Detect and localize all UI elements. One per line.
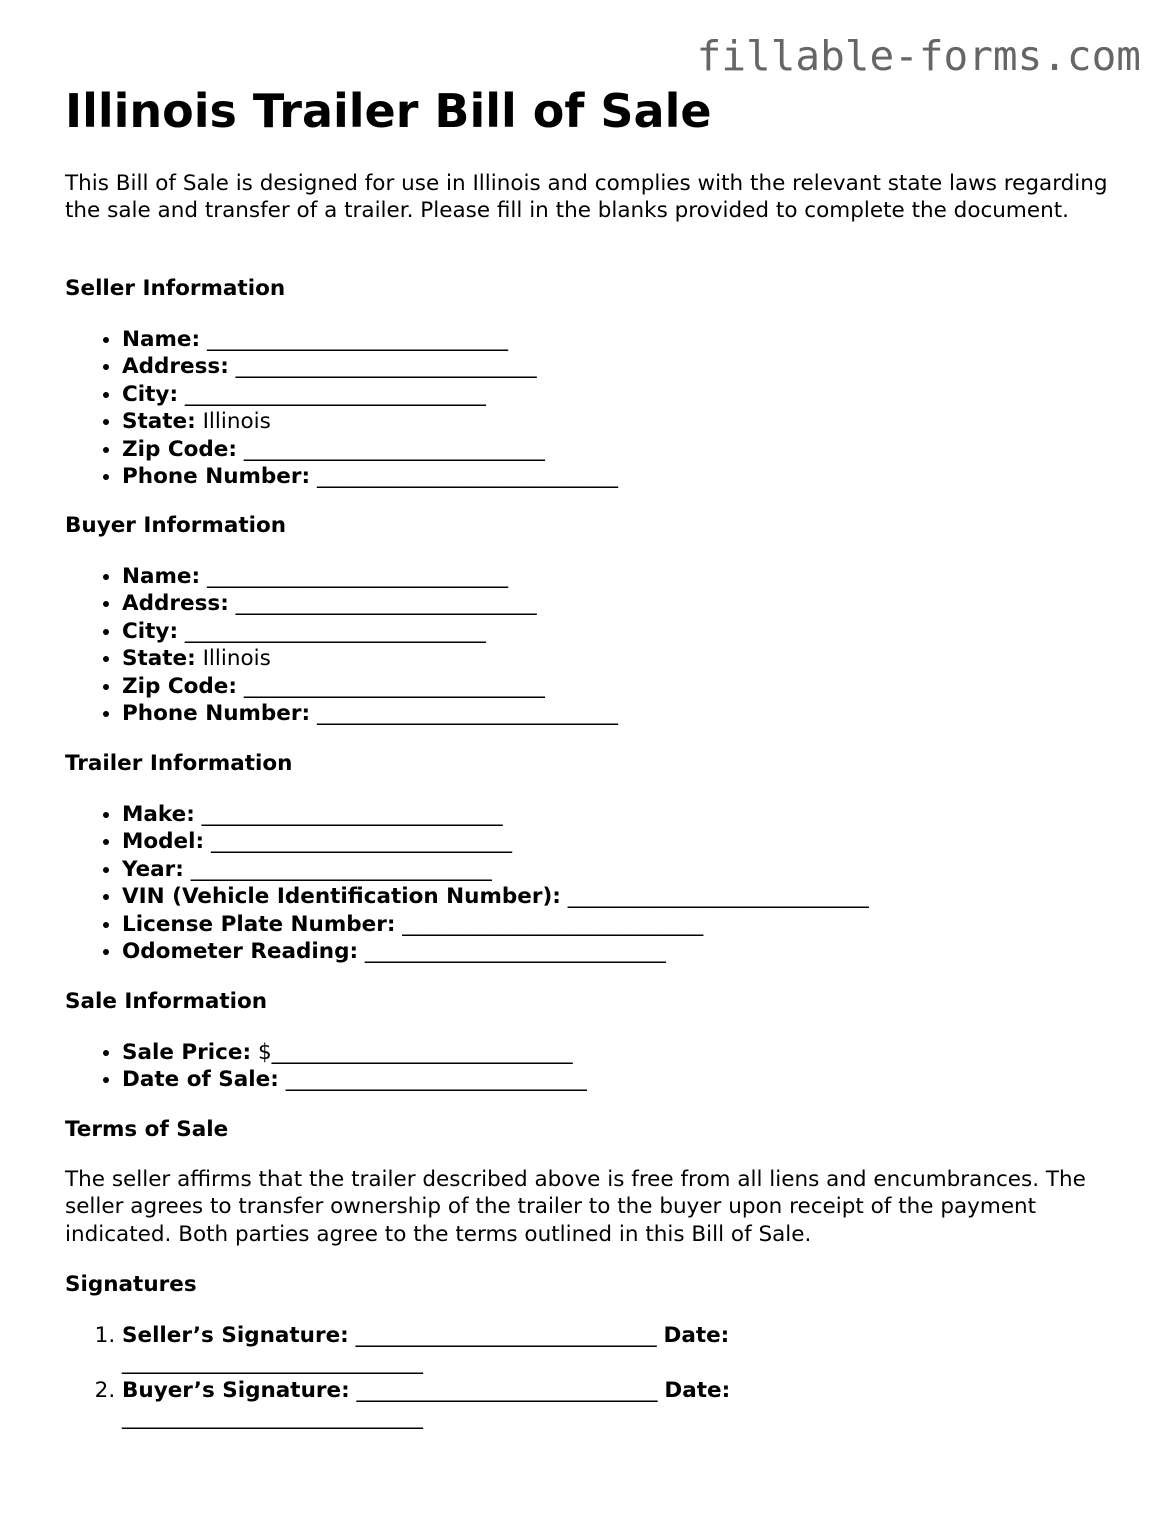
- field-blank[interactable]: ____________________________: [190, 856, 492, 882]
- field-label: Make:: [122, 802, 195, 827]
- seller-signature-item[interactable]: [122, 1322, 872, 1377]
- seller-address-field[interactable]: [122, 353, 618, 380]
- buyer-phone-field[interactable]: [122, 700, 618, 727]
- trailer-section-heading: Trailer Information: [65, 751, 293, 776]
- seller-city-field[interactable]: [122, 381, 618, 408]
- seller-name-field[interactable]: [122, 326, 618, 353]
- field-blank[interactable]: ____________________________: [316, 464, 618, 490]
- field-label: Name:: [122, 327, 201, 352]
- sale-section-heading: Sale Information: [65, 989, 268, 1014]
- seller-state-field: [122, 408, 618, 435]
- seller-section-heading: Seller Information: [65, 276, 286, 301]
- intro-paragraph: This Bill of Sale is designed for use in Illinois and complies with the relevant state laws regarding the sale and transfer of a trailer. Please fill in the blanks provided to complete the document.: [65, 171, 1108, 224]
- buyer-address-field[interactable]: [122, 590, 618, 617]
- field-blank[interactable]: ____________________________: [285, 1067, 587, 1093]
- field-blank[interactable]: ____________________________: [243, 673, 545, 699]
- signature-label: Seller’s Signature:: [122, 1323, 349, 1348]
- field-label: Date of Sale:: [122, 1067, 279, 1093]
- seller-zip-field[interactable]: [122, 436, 618, 463]
- buyer-state-field: [122, 645, 618, 672]
- sale-price-field[interactable]: [122, 1039, 587, 1066]
- field-blank[interactable]: ____________________________: [364, 939, 666, 965]
- buyer-name-field[interactable]: [122, 563, 618, 590]
- date-blank[interactable]: ____________________________: [122, 1405, 423, 1431]
- buyer-city-field[interactable]: [122, 618, 618, 645]
- buyer-zip-field[interactable]: [122, 673, 618, 700]
- buyer-fields-list: [65, 563, 618, 727]
- signature-label: Buyer’s Signature:: [122, 1377, 350, 1403]
- field-label: City:: [122, 618, 179, 644]
- field-label: Sale Price:: [122, 1040, 252, 1065]
- field-blank[interactable]: ____________________________: [402, 911, 704, 937]
- field-blank[interactable]: ____________________________: [206, 327, 508, 352]
- buyer-section-heading: Buyer Information: [65, 513, 287, 538]
- seller-phone-field[interactable]: [122, 463, 618, 490]
- field-label: Zip Code:: [122, 673, 237, 699]
- field-blank[interactable]: ____________________________: [210, 829, 512, 855]
- trailer-vin-field[interactable]: [122, 883, 869, 910]
- field-blank[interactable]: ____________________________: [206, 564, 508, 589]
- trailer-year-field[interactable]: [122, 856, 869, 883]
- date-label: Date:: [663, 1323, 730, 1348]
- seller-fields-list: [65, 326, 618, 490]
- field-label: State:: [122, 409, 196, 435]
- field-label: Phone Number:: [122, 464, 311, 490]
- field-label: Model:: [122, 829, 205, 855]
- field-label: Zip Code:: [122, 436, 237, 462]
- field-label: VIN (Vehicle Identification Number):: [122, 884, 561, 910]
- field-blank[interactable]: ____________________________: [201, 802, 503, 827]
- trailer-plate-field[interactable]: [122, 911, 869, 938]
- watermark: fillable-forms.com: [696, 32, 1141, 80]
- field-blank[interactable]: ____________________________: [316, 701, 618, 727]
- field-blank[interactable]: $____________________________: [257, 1040, 573, 1065]
- field-label: Odometer Reading:: [122, 939, 359, 965]
- field-value: Illinois: [202, 409, 271, 435]
- field-blank[interactable]: ____________________________: [235, 354, 537, 380]
- field-label: State:: [122, 646, 196, 672]
- trailer-odometer-field[interactable]: [122, 938, 869, 965]
- trailer-fields-list: [65, 801, 869, 965]
- field-blank[interactable]: ____________________________: [184, 618, 486, 644]
- sale-fields-list: [65, 1039, 587, 1094]
- field-label: Phone Number:: [122, 701, 311, 727]
- field-blank[interactable]: ____________________________: [235, 591, 537, 617]
- field-blank[interactable]: ____________________________: [243, 436, 545, 462]
- trailer-model-field[interactable]: [122, 828, 869, 855]
- signature-blank[interactable]: ____________________________: [355, 1323, 657, 1348]
- field-label: Address:: [122, 354, 229, 380]
- field-label: License Plate Number:: [122, 911, 396, 937]
- sale-date-field[interactable]: [122, 1066, 587, 1093]
- field-label: City:: [122, 381, 179, 407]
- field-label: Name:: [122, 564, 201, 589]
- field-blank[interactable]: ____________________________: [184, 381, 486, 407]
- field-value: Illinois: [202, 646, 271, 672]
- date-blank[interactable]: ____________________________: [122, 1350, 423, 1376]
- date-label: Date:: [664, 1377, 731, 1403]
- field-label: Address:: [122, 591, 229, 617]
- trailer-make-field[interactable]: [122, 801, 869, 828]
- field-label: Year:: [122, 856, 184, 882]
- page-title: Illinois Trailer Bill of Sale: [65, 84, 712, 138]
- signatures-list: [65, 1322, 872, 1432]
- terms-section-heading: Terms of Sale: [65, 1117, 229, 1142]
- field-blank[interactable]: ____________________________: [567, 884, 869, 910]
- signature-blank[interactable]: ____________________________: [356, 1377, 658, 1403]
- terms-paragraph: The seller affirms that the trailer described above is free from all liens and encumbrances. The seller agrees to transfer ownership of the trailer to the buyer upon receipt of the payment indicated. Both parties agree to the terms outlined in this Bill of Sale.: [65, 1167, 1086, 1247]
- signatures-section-heading: Signatures: [65, 1272, 197, 1297]
- buyer-signature-item[interactable]: [122, 1377, 872, 1432]
